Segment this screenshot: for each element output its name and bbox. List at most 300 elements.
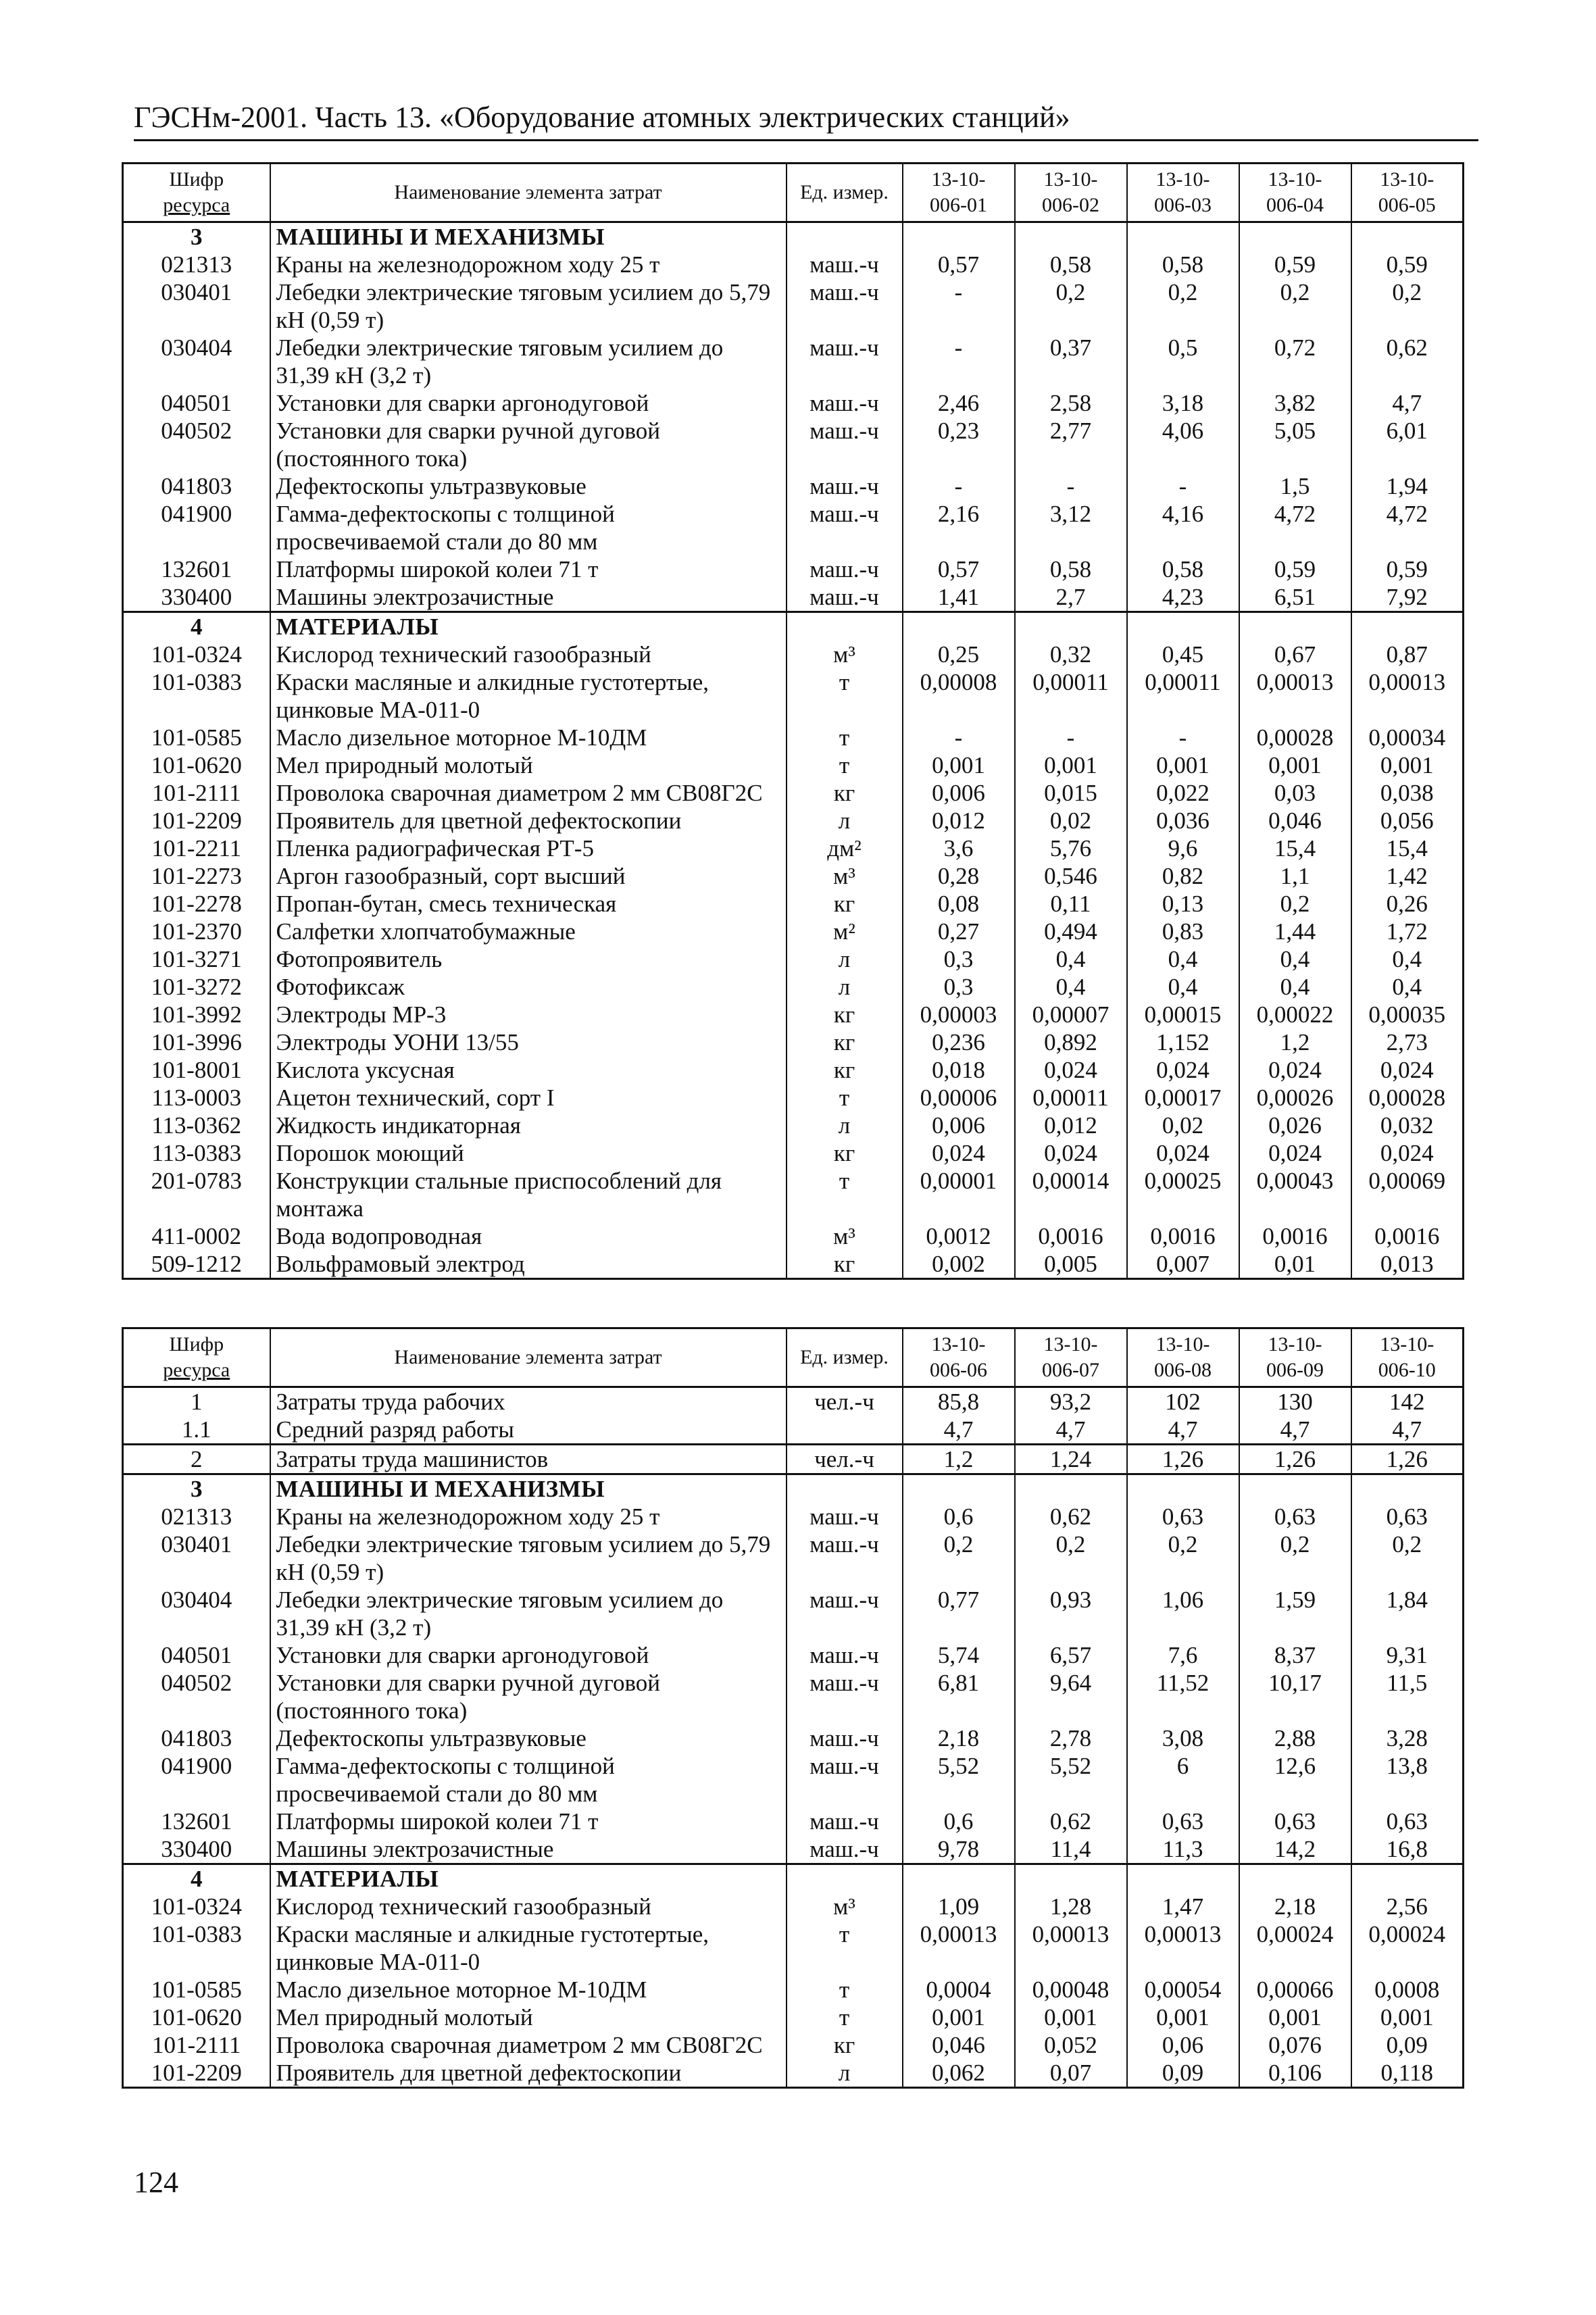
unit-cell: т — [787, 1920, 903, 1976]
value-cell: 0,67 — [1239, 641, 1351, 668]
resource-name-cell: Проволока сварочная диаметром 2 мм СВ08Г2С — [270, 2031, 787, 2059]
value-cell: 0,236 — [903, 1028, 1015, 1056]
table-row — [123, 1835, 1464, 1864]
value-cell: 142 — [1351, 1387, 1464, 1416]
value-cell — [1239, 1864, 1351, 1893]
value-cell: 5,05 — [1239, 417, 1351, 472]
resource-name-cell: Электроды УОНИ 13/55 — [270, 1028, 787, 1056]
resource-code-cell: 030404 — [123, 334, 270, 389]
value-cell: 0,007 — [1127, 1250, 1239, 1279]
unit-cell: маш.-ч — [787, 334, 903, 389]
resource-name-cell: Лебедки электрические тяговым усилием до 5,79 кН (0,59 т) — [270, 278, 787, 334]
value-cell: 0,4 — [1351, 973, 1464, 1001]
resource-name-cell: Машины электрозачистные — [270, 583, 787, 612]
resource-name-cell: Салфетки хлопчатобумажные — [270, 918, 787, 945]
value-cell: 2,77 — [1015, 417, 1127, 472]
header-code: Шифр ресурса — [123, 1328, 270, 1387]
resource-code-cell: 021313 — [123, 251, 270, 278]
unit-cell: т — [787, 1084, 903, 1112]
value-cell: 0,0004 — [903, 1976, 1015, 2003]
value-cell: 0,58 — [1127, 251, 1239, 278]
value-cell — [1351, 1474, 1464, 1503]
unit-cell: маш.-ч — [787, 1641, 903, 1669]
resource-code-cell: 330400 — [123, 1835, 270, 1864]
value-cell: 0,001 — [903, 2003, 1015, 2031]
value-cell: 1,26 — [1351, 1445, 1464, 1474]
value-cell: 0,2 — [1351, 1530, 1464, 1586]
value-cell: 1,44 — [1239, 918, 1351, 945]
resource-name-cell: Дефектоскопы ультразвуковые — [270, 472, 787, 500]
page-number: 124 — [134, 2166, 178, 2199]
resource-name-cell: Установки для сварки ручной дуговой (постоянного тока) — [270, 417, 787, 472]
value-cell: 2,7 — [1015, 583, 1127, 612]
value-cell: 0,006 — [903, 1112, 1015, 1139]
unit-cell: м³ — [787, 1893, 903, 1920]
value-cell: 0,26 — [1351, 890, 1464, 918]
value-cell: 14,2 — [1239, 1835, 1351, 1864]
resource-code-cell: 3 — [123, 222, 270, 251]
value-cell: 0,00011 — [1127, 668, 1239, 724]
value-cell: 0,82 — [1127, 862, 1239, 890]
value-cell: 0,13 — [1127, 890, 1239, 918]
value-cell: 4,7 — [1127, 1416, 1239, 1445]
value-cell: 1,84 — [1351, 1586, 1464, 1641]
resource-name-cell: МАТЕРИАЛЫ — [270, 612, 787, 641]
value-cell: 102 — [1127, 1387, 1239, 1416]
value-cell: 6,51 — [1239, 583, 1351, 612]
table-header-row — [123, 164, 1464, 222]
unit-cell: маш.-ч — [787, 1724, 903, 1752]
value-cell: 0,022 — [1127, 779, 1239, 807]
resource-table-2 — [122, 1327, 1464, 2089]
resource-code-cell: 509-1212 — [123, 1250, 270, 1279]
value-cell: 4,16 — [1127, 500, 1239, 555]
value-cell: 0,59 — [1239, 555, 1351, 583]
value-cell: 2,18 — [903, 1724, 1015, 1752]
value-cell: 0,0008 — [1351, 1976, 1464, 2003]
value-cell: 0,6 — [903, 1503, 1015, 1530]
table-row — [123, 1893, 1464, 1920]
value-cell: 1,26 — [1239, 1445, 1351, 1474]
table-row — [123, 251, 1464, 278]
value-cell: 130 — [1239, 1387, 1351, 1416]
table-row — [123, 1167, 1464, 1222]
value-cell: 1,42 — [1351, 862, 1464, 890]
resource-code-cell: 101-2209 — [123, 807, 270, 835]
value-cell: 0,024 — [1351, 1139, 1464, 1167]
resource-name-cell: Проволока сварочная диаметром 2 мм СВ08Г2С — [270, 779, 787, 807]
value-cell: 5,74 — [903, 1641, 1015, 1669]
value-cell: 0,63 — [1351, 1808, 1464, 1835]
unit-cell: кг — [787, 2031, 903, 2059]
value-cell: 1,26 — [1127, 1445, 1239, 1474]
value-cell — [903, 1864, 1015, 1893]
value-cell — [1239, 612, 1351, 641]
unit-cell: кг — [787, 1250, 903, 1279]
resource-code-cell: 101-2273 — [123, 862, 270, 890]
value-cell — [1239, 1474, 1351, 1503]
value-cell: 0,00013 — [1351, 668, 1464, 724]
value-cell: 0,046 — [903, 2031, 1015, 2059]
resource-code-cell: 041900 — [123, 1752, 270, 1808]
unit-cell: маш.-ч — [787, 1669, 903, 1724]
value-cell: 0,59 — [1351, 555, 1464, 583]
value-cell: 0,00054 — [1127, 1976, 1239, 2003]
resource-code-cell: 101-2278 — [123, 890, 270, 918]
resource-name-cell: Кислота уксусная — [270, 1056, 787, 1084]
value-cell: 0,37 — [1015, 334, 1127, 389]
value-cell: 0,00017 — [1127, 1084, 1239, 1112]
value-cell — [1351, 1864, 1464, 1893]
value-cell: 0,11 — [1015, 890, 1127, 918]
value-cell: 3,12 — [1015, 500, 1127, 555]
header-col-4: 13-10- 006-04 — [1239, 164, 1351, 222]
resource-code-cell: 040502 — [123, 1669, 270, 1724]
resource-code-cell: 132601 — [123, 1808, 270, 1835]
value-cell: 11,5 — [1351, 1669, 1464, 1724]
table-row — [123, 779, 1464, 807]
resource-name-cell: Пропан-бутан, смесь техническая — [270, 890, 787, 918]
resource-code-cell: 113-0383 — [123, 1139, 270, 1167]
value-cell: 0,012 — [903, 807, 1015, 835]
value-cell: 6,01 — [1351, 417, 1464, 472]
header-col-2: 13-10- 006-07 — [1015, 1328, 1127, 1387]
unit-cell: кг — [787, 779, 903, 807]
table-row — [123, 1001, 1464, 1028]
resource-code-cell: 1.1 — [123, 1416, 270, 1445]
unit-cell: т — [787, 1167, 903, 1222]
value-cell: 1,2 — [903, 1445, 1015, 1474]
value-cell: 0,024 — [1127, 1139, 1239, 1167]
unit-cell: кг — [787, 1028, 903, 1056]
value-cell: 0,3 — [903, 945, 1015, 973]
table-row — [123, 1028, 1464, 1056]
unit-cell: т — [787, 2003, 903, 2031]
value-cell: - — [903, 278, 1015, 334]
value-cell: 0,63 — [1127, 1503, 1239, 1530]
value-cell: 0,62 — [1015, 1808, 1127, 1835]
resource-name-cell: Затраты труда рабочих — [270, 1387, 787, 1416]
value-cell: 11,52 — [1127, 1669, 1239, 1724]
unit-cell: кг — [787, 1056, 903, 1084]
value-cell — [1351, 222, 1464, 251]
value-cell — [1015, 1864, 1127, 1893]
value-cell: 0,0012 — [903, 1222, 1015, 1250]
value-cell: 11,3 — [1127, 1835, 1239, 1864]
table-row — [123, 1752, 1464, 1808]
value-cell: 0,00024 — [1351, 1920, 1464, 1976]
resource-code-cell: 101-0585 — [123, 1976, 270, 2003]
resource-name-cell: Установки для сварки аргонодуговой — [270, 1641, 787, 1669]
value-cell: 0,892 — [1015, 1028, 1127, 1056]
resource-name-cell: Аргон газообразный, сорт высший — [270, 862, 787, 890]
table-row — [123, 668, 1464, 724]
resource-code-cell: 101-0324 — [123, 1893, 270, 1920]
table-row — [123, 583, 1464, 612]
header-col-1: 13-10- 006-01 — [903, 164, 1015, 222]
resource-code-cell: 101-8001 — [123, 1056, 270, 1084]
table-row — [123, 472, 1464, 500]
value-cell: 4,72 — [1351, 500, 1464, 555]
unit-cell — [787, 1864, 903, 1893]
value-cell: 0,00066 — [1239, 1976, 1351, 2003]
resource-table-1 — [122, 162, 1464, 1280]
value-cell: 0,62 — [1015, 1503, 1127, 1530]
unit-cell — [787, 612, 903, 641]
table-row — [123, 1445, 1464, 1474]
value-cell: 0,07 — [1015, 2059, 1127, 2088]
value-cell: 0,001 — [1015, 751, 1127, 779]
value-cell: 0,57 — [903, 555, 1015, 583]
value-cell: 0,00011 — [1015, 668, 1127, 724]
value-cell: 0,00013 — [1127, 1920, 1239, 1976]
unit-cell: кг — [787, 1139, 903, 1167]
resource-name-cell: Краски масляные и алкидные густотертые, цинковые МА-011-0 — [270, 1920, 787, 1976]
value-cell: - — [1015, 472, 1127, 500]
unit-cell: м² — [787, 918, 903, 945]
resource-name-cell: Лебедки электрические тяговым усилием до 5,79 кН (0,59 т) — [270, 1530, 787, 1586]
value-cell: 7,6 — [1127, 1641, 1239, 1669]
value-cell: 2,18 — [1239, 1893, 1351, 1920]
value-cell: 3,08 — [1127, 1724, 1239, 1752]
table-row — [123, 862, 1464, 890]
resource-name-cell: МАТЕРИАЛЫ — [270, 1864, 787, 1893]
resource-code-cell: 101-0620 — [123, 2003, 270, 2031]
table-row — [123, 724, 1464, 751]
value-cell: 0,118 — [1351, 2059, 1464, 2088]
value-cell — [1127, 612, 1239, 641]
value-cell: 0,02 — [1127, 1112, 1239, 1139]
unit-cell: т — [787, 724, 903, 751]
value-cell: 1,28 — [1015, 1893, 1127, 1920]
value-cell: 0,3 — [903, 973, 1015, 1001]
unit-cell: л — [787, 973, 903, 1001]
value-cell: 0,28 — [903, 862, 1015, 890]
value-cell: 4,7 — [1239, 1416, 1351, 1445]
value-cell: 1,06 — [1127, 1586, 1239, 1641]
value-cell: 1,152 — [1127, 1028, 1239, 1056]
table-row — [123, 389, 1464, 417]
table-row — [123, 1724, 1464, 1752]
value-cell: 9,64 — [1015, 1669, 1127, 1724]
resource-name-cell: Гамма-дефектоскопы с толщиной просвечиваемой стали до 80 мм — [270, 500, 787, 555]
table-row — [123, 918, 1464, 945]
table-row — [123, 1503, 1464, 1530]
value-cell: 0,09 — [1127, 2059, 1239, 2088]
unit-cell: т — [787, 668, 903, 724]
value-cell: 1,24 — [1015, 1445, 1127, 1474]
unit-cell: л — [787, 807, 903, 835]
value-cell: 1,94 — [1351, 472, 1464, 500]
unit-cell: чел.-ч — [787, 1387, 903, 1416]
value-cell: 1,09 — [903, 1893, 1015, 1920]
value-cell: 4,06 — [1127, 417, 1239, 472]
resource-name-cell: Фотопроявитель — [270, 945, 787, 973]
resource-code-cell: 201-0783 — [123, 1167, 270, 1222]
value-cell: 0,2 — [1239, 890, 1351, 918]
value-cell: 0,026 — [1239, 1112, 1351, 1139]
value-cell: 9,78 — [903, 1835, 1015, 1864]
unit-cell: маш.-ч — [787, 251, 903, 278]
value-cell: 4,72 — [1239, 500, 1351, 555]
value-cell: 0,00025 — [1127, 1167, 1239, 1222]
unit-cell: л — [787, 945, 903, 973]
value-cell: 2,78 — [1015, 1724, 1127, 1752]
resource-code-cell: 101-0324 — [123, 641, 270, 668]
table-row — [123, 1416, 1464, 1445]
resource-name-cell: Жидкость индикаторная — [270, 1112, 787, 1139]
value-cell: 0,00001 — [903, 1167, 1015, 1222]
table-row — [123, 1222, 1464, 1250]
value-cell: 6,57 — [1015, 1641, 1127, 1669]
value-cell — [903, 222, 1015, 251]
value-cell: 0,00043 — [1239, 1167, 1351, 1222]
value-cell: 0,2 — [1127, 1530, 1239, 1586]
value-cell — [1127, 222, 1239, 251]
resource-code-cell: 2 — [123, 1445, 270, 1474]
value-cell: 0,2 — [1351, 278, 1464, 334]
value-cell: 0,63 — [1127, 1808, 1239, 1835]
resource-code-cell: 040502 — [123, 417, 270, 472]
value-cell: 0,546 — [1015, 862, 1127, 890]
table-row — [123, 2031, 1464, 2059]
header-col-3: 13-10- 006-03 — [1127, 164, 1239, 222]
value-cell: 0,58 — [1015, 251, 1127, 278]
table-row — [123, 1920, 1464, 1976]
value-cell: 0,032 — [1351, 1112, 1464, 1139]
resource-code-cell: 101-3271 — [123, 945, 270, 973]
resource-code-cell: 101-2209 — [123, 2059, 270, 2088]
resource-code-cell: 101-2370 — [123, 918, 270, 945]
value-cell: - — [903, 724, 1015, 751]
value-cell: 12,6 — [1239, 1752, 1351, 1808]
value-cell: 4,23 — [1127, 583, 1239, 612]
value-cell: 6 — [1127, 1752, 1239, 1808]
table-row — [123, 278, 1464, 334]
value-cell: 0,024 — [1351, 1056, 1464, 1084]
value-cell: 0,00014 — [1015, 1167, 1127, 1222]
value-cell: - — [903, 334, 1015, 389]
resource-code-cell: 3 — [123, 1474, 270, 1503]
value-cell: 0,046 — [1239, 807, 1351, 835]
resource-name-cell: Конструкции стальные приспособлений для монтажа — [270, 1167, 787, 1222]
value-cell: 0,0016 — [1015, 1222, 1127, 1250]
value-cell: 0,024 — [1239, 1139, 1351, 1167]
value-cell: 0,00006 — [903, 1084, 1015, 1112]
value-cell: 0,006 — [903, 779, 1015, 807]
value-cell: 0,72 — [1239, 334, 1351, 389]
value-cell: 0,00011 — [1015, 1084, 1127, 1112]
resource-name-cell: Мел природный молотый — [270, 2003, 787, 2031]
value-cell: 0,002 — [903, 1250, 1015, 1279]
value-cell: 0,0016 — [1127, 1222, 1239, 1250]
value-cell: 0,4 — [1239, 973, 1351, 1001]
value-cell: 1,47 — [1127, 1893, 1239, 1920]
table-row — [123, 1976, 1464, 2003]
value-cell — [1015, 612, 1127, 641]
table-row — [123, 835, 1464, 862]
resource-name-cell: Масло дизельное моторное М-10ДМ — [270, 1976, 787, 2003]
value-cell: 0,27 — [903, 918, 1015, 945]
resource-name-cell: Лебедки электрические тяговым усилием до 31,39 кН (3,2 т) — [270, 1586, 787, 1641]
value-cell: 1,41 — [903, 583, 1015, 612]
value-cell: 0,2 — [1015, 278, 1127, 334]
value-cell: 3,28 — [1351, 1724, 1464, 1752]
unit-cell: маш.-ч — [787, 555, 903, 583]
value-cell: 2,56 — [1351, 1893, 1464, 1920]
table-row — [123, 555, 1464, 583]
value-cell: 0,494 — [1015, 918, 1127, 945]
resource-name-cell: Проявитель для цветной дефектоскопии — [270, 2059, 787, 2088]
resource-name-cell: Кислород технический газообразный — [270, 1893, 787, 1920]
value-cell: 0,024 — [1239, 1056, 1351, 1084]
resource-name-cell: Платформы широкой колеи 71 т — [270, 1808, 787, 1835]
table-row — [123, 2003, 1464, 2031]
resource-name-cell: Масло дизельное моторное М-10ДМ — [270, 724, 787, 751]
value-cell: 93,2 — [1015, 1387, 1127, 1416]
value-cell: 0,00007 — [1015, 1001, 1127, 1028]
value-cell: 2,46 — [903, 389, 1015, 417]
page-header: ГЭСНм-2001. Часть 13. «Оборудование атомных электрических станций» — [134, 99, 1478, 141]
value-cell: 0,001 — [1239, 751, 1351, 779]
resource-name-cell: Вольфрамовый электрод — [270, 1250, 787, 1279]
value-cell: 0,4 — [1127, 973, 1239, 1001]
value-cell: 0,106 — [1239, 2059, 1351, 2088]
resource-code-cell: 113-0362 — [123, 1112, 270, 1139]
value-cell: 0,4 — [1239, 945, 1351, 973]
value-cell: 15,4 — [1351, 835, 1464, 862]
value-cell: 0,062 — [903, 2059, 1015, 2088]
resource-code-cell: 4 — [123, 1864, 270, 1893]
value-cell: 0,00013 — [903, 1920, 1015, 1976]
value-cell: 0,32 — [1015, 641, 1127, 668]
value-cell — [1015, 1474, 1127, 1503]
header-col-5: 13-10- 006-05 — [1351, 164, 1464, 222]
header-name: Наименование элемента затрат — [270, 164, 787, 222]
value-cell: 3,6 — [903, 835, 1015, 862]
table-body — [123, 222, 1464, 1279]
value-cell: 0,02 — [1015, 807, 1127, 835]
table-row — [123, 807, 1464, 835]
value-cell: 0,00026 — [1239, 1084, 1351, 1112]
section-row — [123, 1474, 1464, 1503]
table-row — [123, 1084, 1464, 1112]
table-row — [123, 1641, 1464, 1669]
resource-name-cell: Гамма-дефектоскопы с толщиной просвечиваемой стали до 80 мм — [270, 1752, 787, 1808]
resource-name-cell: Установки для сварки ручной дуговой (постоянного тока) — [270, 1669, 787, 1724]
resource-name-cell: Средний разряд работы — [270, 1416, 787, 1445]
resource-code-cell: 101-3996 — [123, 1028, 270, 1056]
value-cell: 0,024 — [1015, 1139, 1127, 1167]
value-cell: 1,1 — [1239, 862, 1351, 890]
value-cell: 4,7 — [1015, 1416, 1127, 1445]
value-cell: 0,024 — [1015, 1056, 1127, 1084]
value-cell: 10,17 — [1239, 1669, 1351, 1724]
table-row — [123, 1808, 1464, 1835]
value-cell: 4,7 — [1351, 1416, 1464, 1445]
value-cell: 0,2 — [1015, 1530, 1127, 1586]
value-cell: 0,06 — [1127, 2031, 1239, 2059]
value-cell: 0,5 — [1127, 334, 1239, 389]
value-cell: 0,08 — [903, 890, 1015, 918]
unit-cell — [787, 1416, 903, 1445]
resource-code-cell: 113-0003 — [123, 1084, 270, 1112]
resource-code-cell: 101-2111 — [123, 2031, 270, 2059]
resource-name-cell: Ацетон технический, сорт I — [270, 1084, 787, 1112]
resource-code-cell: 040501 — [123, 389, 270, 417]
resource-code-cell: 101-2111 — [123, 779, 270, 807]
table-row — [123, 334, 1464, 389]
